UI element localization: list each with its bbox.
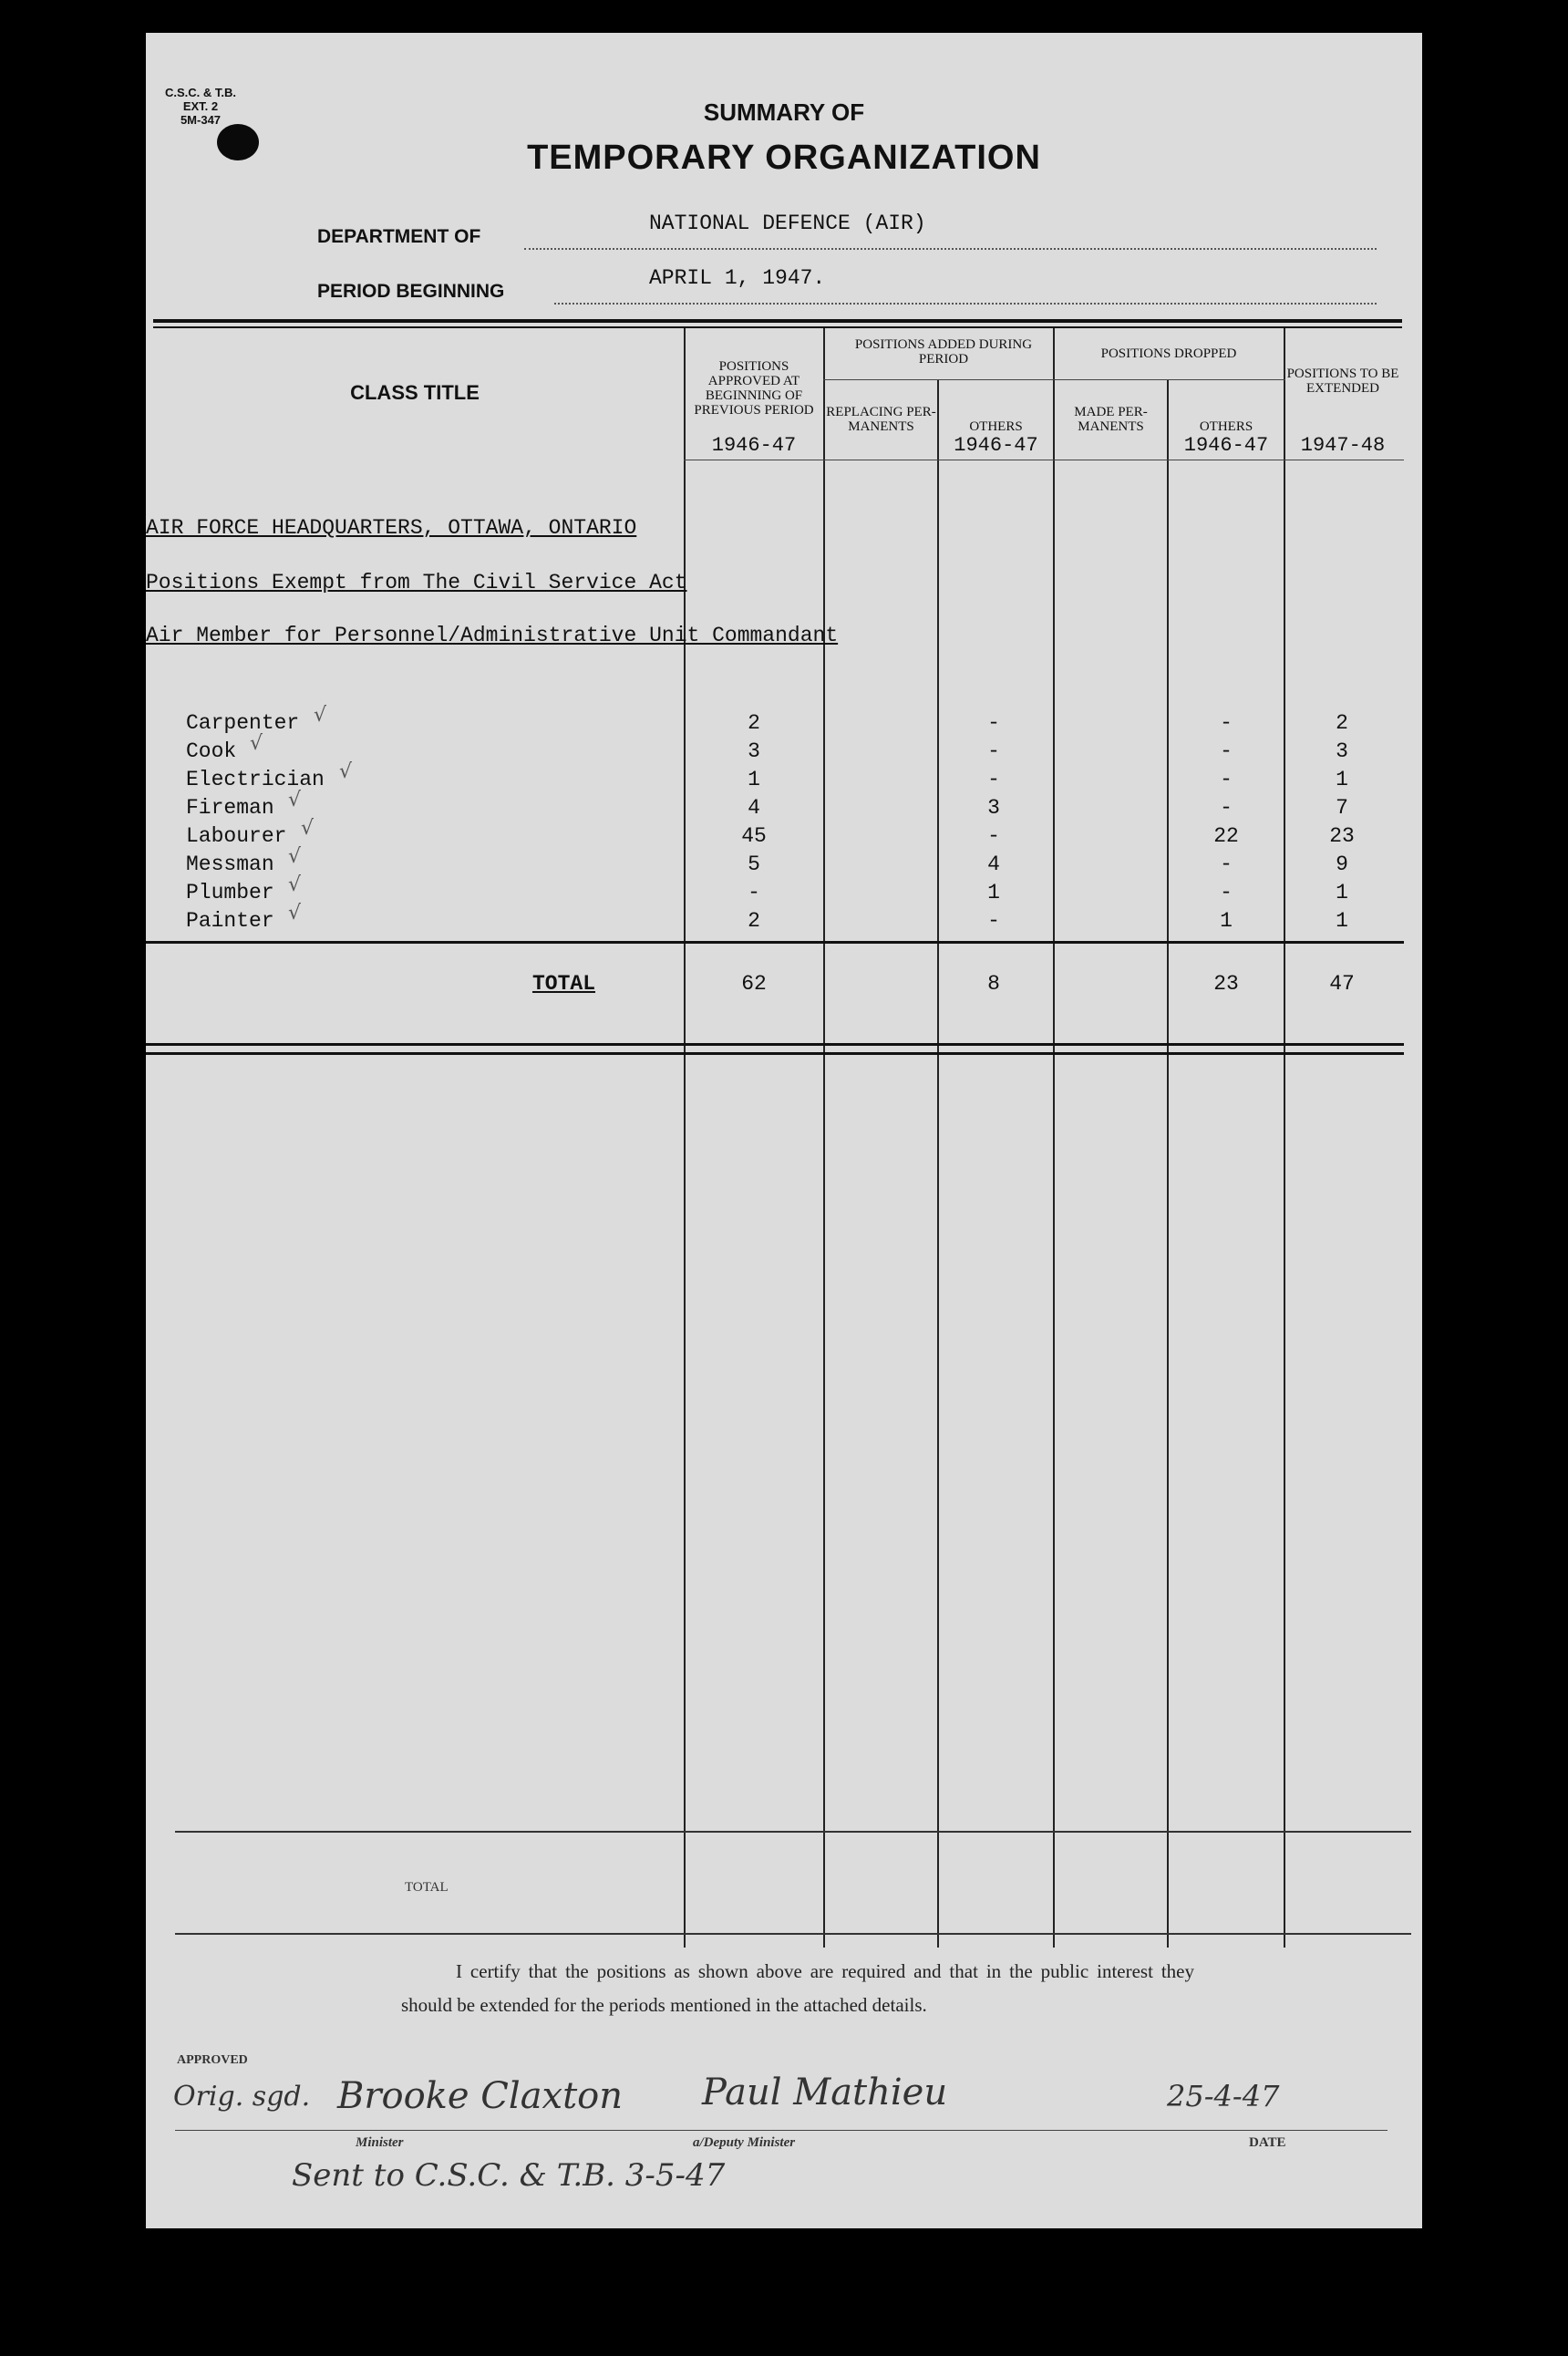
total-dropped-others: 23: [1213, 972, 1239, 996]
row-dropped-others: 22: [1213, 824, 1239, 848]
column-header-dropped-others: OTHERS: [1199, 419, 1253, 434]
department-dotted-line: [524, 248, 1377, 250]
column-header-added-others-year: 1946-47: [954, 434, 1038, 457]
column-divider: [1284, 328, 1285, 1948]
row-extended: 23: [1329, 824, 1355, 848]
total-label: TOTAL: [532, 972, 596, 996]
check-mark-icon: √: [288, 902, 302, 925]
check-mark-icon: √: [250, 732, 263, 755]
printed-total-bottom-rule: [175, 1933, 1411, 1935]
row-added-others: -: [987, 768, 1000, 791]
total-approved: 62: [741, 972, 767, 996]
form-code-line: EXT. 2: [182, 99, 219, 113]
group-header-rule: [823, 379, 1285, 380]
row-approved: 3: [748, 739, 760, 763]
row-extended: 3: [1336, 739, 1348, 763]
row-added-others: 4: [987, 852, 1000, 876]
column-header-added-others: OTHERS: [969, 419, 1023, 434]
row-added-others: -: [987, 909, 1000, 933]
row-added-others: -: [987, 711, 1000, 735]
total-extended: 47: [1329, 972, 1355, 996]
minister-label: Minister: [356, 2135, 404, 2150]
row-dropped-others: -: [1220, 796, 1233, 820]
row-class-title: Plumber: [186, 881, 274, 904]
column-divider: [1053, 328, 1055, 1948]
row-class-title: Carpenter: [186, 711, 300, 735]
row-dropped-others: -: [1220, 881, 1233, 904]
heading-summary: SUMMARY OF: [703, 98, 865, 126]
column-header-added-group: POSITIONS ADDED DURING PERIOD: [854, 337, 1033, 367]
row-extended: 7: [1336, 796, 1348, 820]
total-bottom-rule-2: [146, 1052, 1404, 1055]
column-divider: [823, 328, 825, 1948]
row-dropped-others: -: [1220, 739, 1233, 763]
handwritten-sent-note: Sent to C.S.C. & T.B. 3-5-47: [292, 2157, 726, 2194]
date-handwritten: 25-4-47: [1167, 2079, 1280, 2113]
form-code-line: C.S.C. & T.B.: [164, 86, 236, 99]
row-added-others: 3: [987, 796, 1000, 820]
department-value: NATIONAL DEFENCE (AIR): [649, 212, 926, 235]
column-header-dropped-group: POSITIONS DROPPED: [1100, 346, 1237, 361]
column-header-class-title: CLASS TITLE: [350, 381, 480, 404]
row-extended: 2: [1336, 711, 1348, 735]
column-header-approved: POSITIONS APPROVED AT BEGINNING OF PREVIOUS PERIOD: [694, 359, 814, 418]
table-top-rule-thin: [153, 326, 1402, 328]
row-extended: 9: [1336, 852, 1348, 876]
document-page: [146, 33, 1422, 2228]
check-mark-icon: √: [301, 817, 315, 840]
column-header-dropped-others-year: 1946-47: [1183, 434, 1269, 457]
column-divider: [937, 379, 939, 1948]
row-approved: 4: [748, 796, 760, 820]
row-approved: 45: [741, 824, 767, 848]
total-added-others: 8: [987, 972, 1000, 996]
section-heading: Positions Exempt from The Civil Service Act: [146, 571, 687, 594]
row-added-others: 1: [987, 881, 1000, 904]
row-class-title: Electrician: [186, 768, 325, 791]
column-header-added-replacing: REPLACING PER- MANENTS: [826, 405, 936, 434]
check-mark-icon: √: [288, 845, 302, 868]
table-top-rule: [153, 319, 1402, 323]
row-added-others: -: [987, 824, 1000, 848]
deputy-signature: Paul Mathieu: [702, 2072, 948, 2113]
row-approved: 2: [748, 909, 760, 933]
check-mark-icon: √: [314, 704, 327, 727]
row-dropped-others: -: [1220, 852, 1233, 876]
total-top-rule: [146, 941, 1404, 944]
row-dropped-others: -: [1220, 711, 1233, 735]
printed-total-label: TOTAL: [405, 1880, 449, 1895]
check-mark-icon: √: [288, 789, 302, 811]
minister-signature: Brooke Claxton: [337, 2075, 624, 2117]
period-label: PERIOD BEGINNING: [317, 281, 505, 302]
column-header-extended-year: 1947-48: [1300, 434, 1386, 457]
department-label: DEPARTMENT OF: [317, 226, 481, 247]
orig-signed-note: Orig. sgd.: [173, 2081, 311, 2113]
heading-temporary-organization: TEMPORARY ORGANIZATION: [527, 139, 1041, 177]
deputy-minister-label: a/Deputy Minister: [693, 2135, 796, 2150]
column-header-dropped-made: MADE PER- MANENTS: [1074, 405, 1148, 434]
row-class-title: Labourer: [186, 824, 287, 848]
row-approved: -: [748, 881, 760, 904]
approved-label: APPROVED: [177, 2053, 248, 2067]
column-divider: [1167, 379, 1169, 1948]
column-header-extended: POSITIONS TO BE EXTENDED: [1286, 367, 1399, 396]
row-extended: 1: [1336, 909, 1348, 933]
row-class-title: Fireman: [186, 796, 274, 820]
signature-line: [175, 2130, 1387, 2131]
row-class-title: Cook: [186, 739, 237, 763]
form-code-line: 5M-347: [180, 113, 222, 127]
row-approved: 1: [748, 768, 760, 791]
check-mark-icon: √: [339, 760, 353, 783]
row-extended: 1: [1336, 768, 1348, 791]
certification-text: I certify that the positions as shown above are required and that in the public interest they should be extended for the periods mentioned in the attached details.: [401, 1960, 1194, 2016]
section-heading: Air Member for Personnel/Administrative Unit Commandant: [146, 624, 839, 647]
row-approved: 2: [748, 711, 760, 735]
row-class-title: Painter: [186, 909, 274, 933]
row-dropped-others: -: [1220, 768, 1233, 791]
printed-total-rule: [175, 1831, 1411, 1833]
row-dropped-others: 1: [1220, 909, 1233, 933]
row-added-others: -: [987, 739, 1000, 763]
check-mark-icon: √: [288, 873, 302, 896]
date-label: DATE: [1249, 2135, 1286, 2150]
period-dotted-line: [554, 303, 1377, 305]
total-bottom-rule: [146, 1043, 1404, 1046]
column-header-approved-year: 1946-47: [711, 434, 797, 457]
section-heading: AIR FORCE HEADQUARTERS, OTTAWA, ONTARIO: [146, 516, 637, 540]
row-approved: 5: [748, 852, 760, 876]
row-extended: 1: [1336, 881, 1348, 904]
row-class-title: Messman: [186, 852, 274, 876]
period-value: APRIL 1, 1947.: [649, 266, 826, 290]
